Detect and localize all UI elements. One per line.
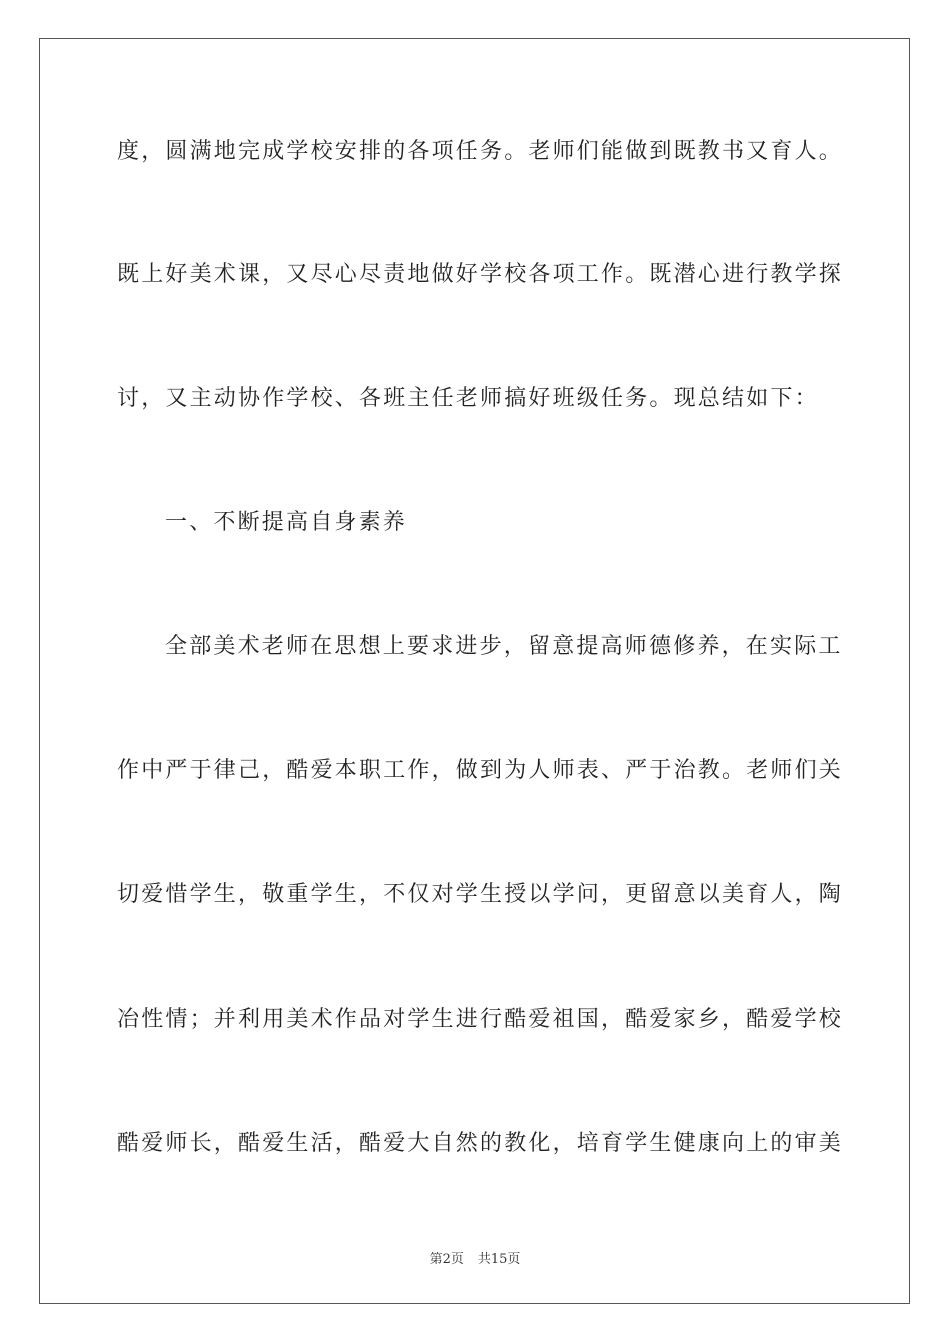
body-text-line-5: 全部美术老师在思想上要求进步，留意提高师德修养，在实际工 <box>165 634 843 659</box>
body-text-line-3: 讨，又主动协作学校、各班主任老师搞好班级任务。现总结如下： <box>117 386 819 411</box>
body-text-line-7: 切爱惜学生，敬重学生，不仅对学生授以学问，更留意以美育人，陶 <box>117 882 844 907</box>
body-text-line-8: 冶性情；并利用美术作品对学生进行酷爱祖国，酷爱家乡，酷爱学校 <box>117 1007 844 1032</box>
page-border <box>39 38 910 1304</box>
section-heading: 一、不断提高自身素养 <box>165 510 408 535</box>
page-number: 第2页 <box>429 1252 464 1267</box>
body-text-line-2: 既上好美术课，又尽心尽责地做好学校各项工作。既潜心进行教学探 <box>117 262 844 287</box>
page-footer <box>0 1248 950 1267</box>
total-pages: 共15页 <box>477 1252 521 1267</box>
body-text-line-6: 作中严于律己，酷爱本职工作，做到为人师表、严于治教。老师们关 <box>117 758 844 783</box>
body-text-line-9: 酷爱师长，酷爱生活，酷爱大自然的教化，培育学生健康向上的审美 <box>117 1131 844 1156</box>
body-text-line-1: 度，圆满地完成学校安排的各项任务。老师们能做到既教书又育人。 <box>117 139 844 164</box>
